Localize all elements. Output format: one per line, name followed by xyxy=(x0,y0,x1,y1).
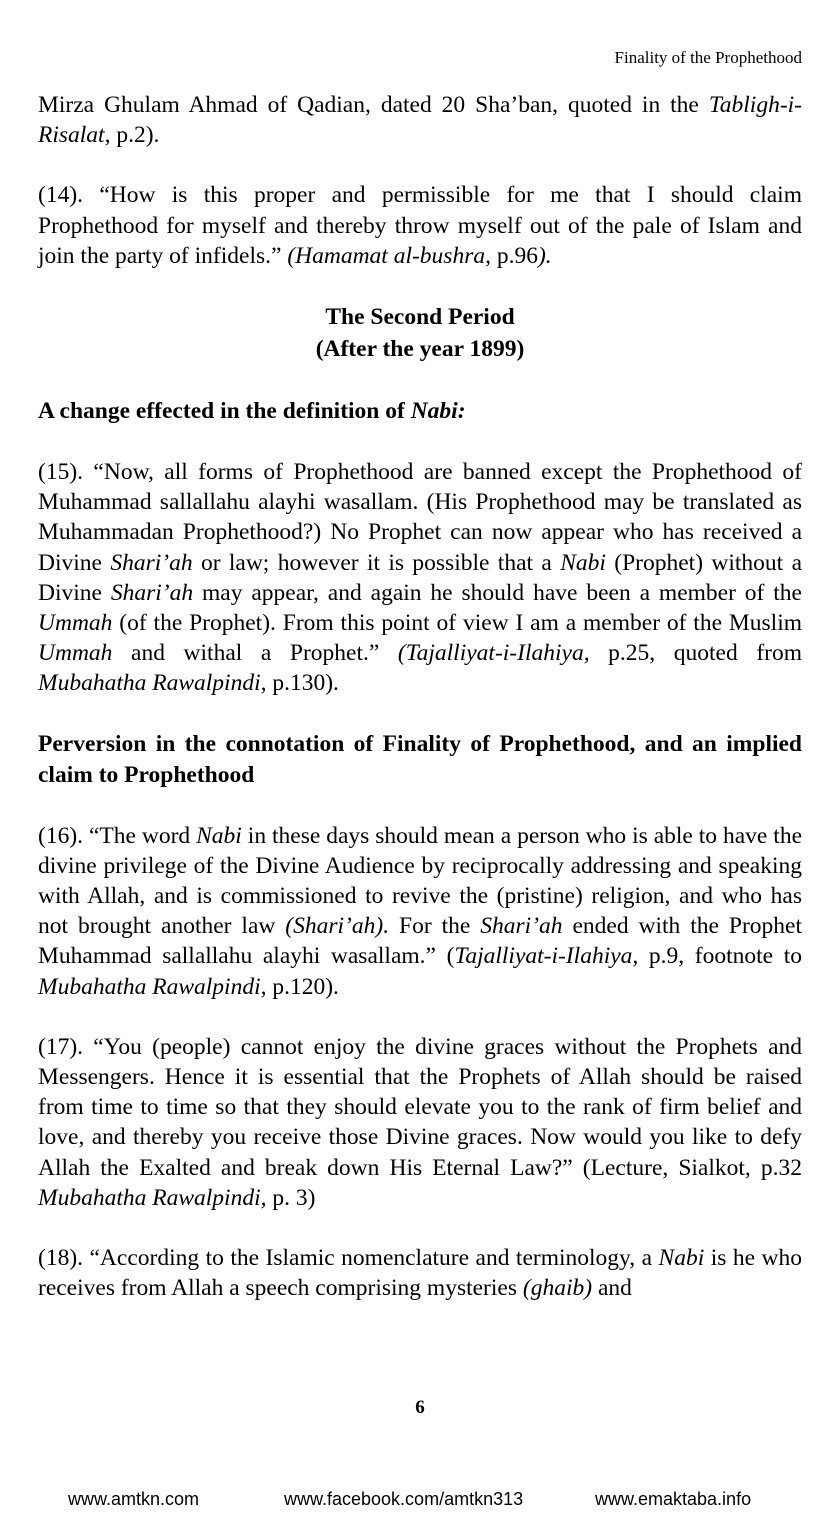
paragraph-16: (16). “The word Nabi in these days should mean a person who is able to have the divine privilege of the Divine Audience by reciprocally addressing and speaking with Allah, and is commissioned to revive the (pristine) religion, and who has not brought another law (Shari’ah). For the Shari’ah ended with the Prophet Muhammad sallallahu alayhi wasallam.” (Tajalliyat-i-Ilahiya, p.9, footnote to Mubahatha Rawalpindi, p.120). xyxy=(38,822,803,1000)
paragraph-14: (14). “How is this proper and permissible for me that I should claim Prophethood for myself and thereby throw myself out of the pale of Islam and join the party of infidels.” (Hamamat al-bushra, p.96). xyxy=(38,182,802,269)
paragraph-18: (18). “According to the Islamic nomenclature and terminology, a Nabi is he who receives from Allah a speech comprising mysteries (ghaib) and xyxy=(38,1245,802,1302)
footer-link-facebook[interactable]: www.facebook.com/amtkn313 xyxy=(284,1489,524,1509)
footer-link-amtkn[interactable]: www.amtkn.com xyxy=(68,1489,200,1509)
page-number: 6 xyxy=(415,1397,425,1418)
footer-link-emaktaba[interactable]: www.emaktaba.info xyxy=(595,1489,752,1509)
running-header: Finality of the Prophethood xyxy=(614,48,802,67)
section-title: The Second Period xyxy=(325,304,515,331)
continued-paragraph: Mirza Ghulam Ahmad of Qadian, dated 20 Sha’ban, quoted in the Tabligh-i-Risalat, p.2). xyxy=(38,92,802,149)
paragraph-15: (15). “Now, all forms of Prophethood are banned except the Prophethood of Muhammad sallallahu alayhi wasallam. (His Prophethood may be translated as Muhammadan Prophethood?) No Prophet can now appear who has received a Divine Shari’ah or law; however it is possible that a Nabi (Prophet) without a Divine Shari’ah may appear, and again he should have been a member of the Ummah (of the Prophet). From this point of view I am a member of the Muslim Ummah and withal a Prophet.” (Tajalliyat-i-Ilahiya, p.25, quoted from Mubahatha Rawalpindi, p.130). xyxy=(38,459,802,697)
paragraph-17: (17). “You (people) cannot enjoy the divine graces without the Prophets and Messengers. Hence it is essential that the Prophets of Allah should be raised from time to time so that they should elevate you to the rank of firm belief and love, and thereby you receive those Divine graces. Now would you like to defy Allah the Exalted and break down His Eternal Law?” (Lecture, Sialkot, p.32 Mubahatha Rawalpindi, p. 3) xyxy=(38,1033,802,1211)
subheading-definition-of-nabi: A change effected in the definition of Nabi: xyxy=(38,398,466,425)
page-body xyxy=(38,90,802,1303)
section-subtitle: (After the year 1899) xyxy=(315,336,525,363)
subheading-perversion-of-finality: Perversion in the connotation of Finality of Prophethood, and an implied claim to Prophethood xyxy=(38,730,802,788)
